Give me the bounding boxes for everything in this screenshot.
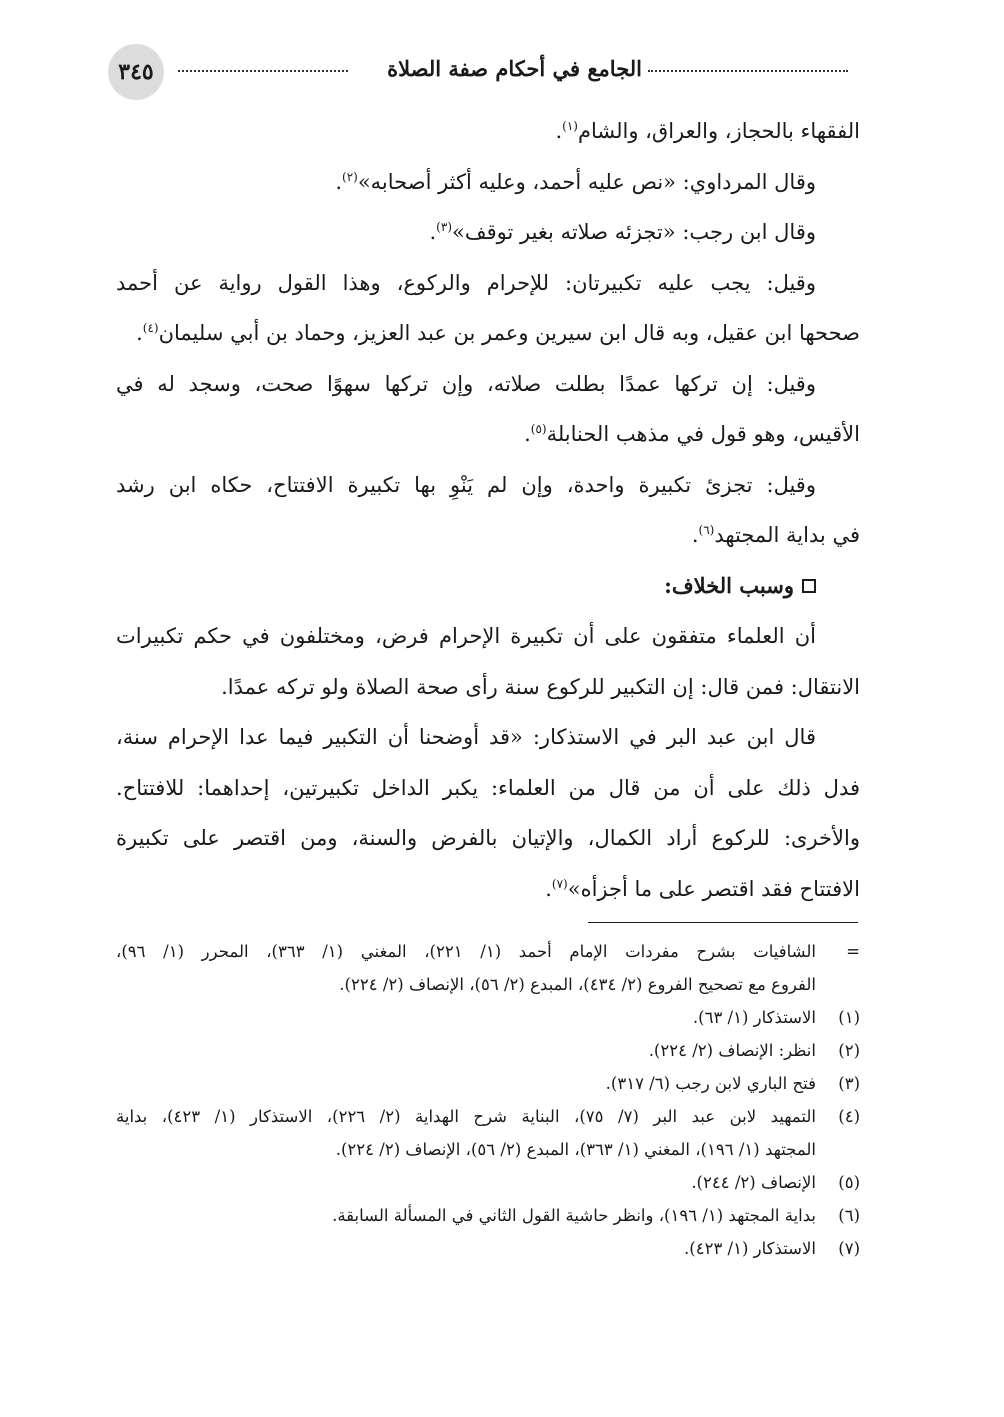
text-line: قال ابن عبد البر في الاستذكار: «قد أوضحنا أن التكبير فيما عدا الإحرام سنة، xyxy=(116,725,816,749)
text-line: الانتقال: فمن قال: إن التكبير للركوع سنة رأى صحة الصلاة ولو تركه عمدًا. xyxy=(221,674,860,699)
text-line: وقال المرداوي: «نص عليه أحمد، وعليه أكثر أصحابه»$^{(٢)}$. xyxy=(335,169,816,194)
text-line: وقيل: يجب عليه تكبيرتان: للإحرام والركوع، وهذا القول رواية عن أحمد xyxy=(116,270,816,295)
footnote-line: الاستذكار (١/ ٦٣). xyxy=(692,1008,816,1027)
text-line: أن العلماء متفقون على أن تكبيرة الإحرام فرض، ومختلفون في حكم تكبيرات xyxy=(116,624,816,648)
footnote-number: (٥) xyxy=(838,1173,860,1192)
text-line: وقيل: تجزئ تكبيرة واحدة، وإن لم يَنْوِ بها تكبيرة الافتتاح، حكاه ابن رشد xyxy=(116,472,816,497)
footnote-7 xyxy=(116,1232,860,1265)
running-title: الجامع في أحكام صفة الصلاة xyxy=(387,56,642,81)
section-heading: وسبب الخلاف: xyxy=(116,561,860,612)
footnote-1 xyxy=(116,1001,860,1034)
footnote-number: (٣) xyxy=(838,1074,860,1093)
footnote-number: = xyxy=(846,942,860,961)
footnotes xyxy=(116,935,860,1265)
footnote-line: فتح الباري لابن رجب (٦/ ٣١٧). xyxy=(605,1074,816,1093)
text-line: صححها ابن عقيل، وبه قال ابن سيرين وعمر بن عبد العزيز، وحماد بن أبي سليمان$^{(٤)}$. xyxy=(136,321,860,345)
text-line: فدل ذلك على أن من قال من العلماء: يكبر الداخل تكبيرتين، إحداهما: للافتتاح. xyxy=(116,775,860,800)
text-line: الفقهاء بالحجاز، والعراق، والشام$^{(١)}$. xyxy=(555,119,860,143)
text-line: الافتتاح فقد اقتصر على ما أجزأه»$^{(٧)}$. xyxy=(545,876,860,901)
footnote-number: (١) xyxy=(838,1008,860,1027)
footnote-6 xyxy=(116,1199,860,1232)
footnote-line: انظر: الإنصاف (٢/ ٢٢٤). xyxy=(648,1041,816,1060)
main-text xyxy=(116,106,860,914)
footnote-line: التمهيد لابن عبد البر (٧/ ٧٥)، البناية شرح الهداية (٢/ ٢٢٦)، الاستذكار (١/ ٤٢٣)، بداية xyxy=(116,1107,816,1126)
footnote-number: (٢) xyxy=(838,1041,860,1060)
footnote-line: الشافيات بشرح مفردات الإمام أحمد (١/ ٢٢١)، المغني (١/ ٣٦٣)، المحرر (١/ ٩٦)، xyxy=(116,942,816,961)
footnote-number: (٦) xyxy=(838,1206,860,1225)
footnote-line: المجتهد (١/ ١٩٦)، المغني (١/ ٣٦٣)، المبدع (٢/ ٥٦)، الإنصاف (٢/ ٢٢٤). xyxy=(335,1140,816,1159)
footnote-line: الإنصاف (٢/ ٢٤٤). xyxy=(691,1173,816,1192)
text-line: والأخرى: للركوع أراد الكمال، والإتيان بالفرض والسنة، ومن اقتصر على تكبيرة xyxy=(116,826,860,850)
footnote-number: (٧) xyxy=(838,1239,860,1258)
footnote-5 xyxy=(116,1166,860,1199)
footnote-continued xyxy=(116,935,860,1001)
text-line: وقيل: إن تركها عمدًا بطلت صلاته، وإن تركها سهوًا صحت، وسجد له في xyxy=(116,371,816,396)
text-line: الأقيس، وهو قول في مذهب الحنابلة$^{(٥)}$. xyxy=(524,422,860,446)
footnote-number: (٤) xyxy=(838,1107,860,1126)
footnote-line: الفروع مع تصحيح الفروع (٢/ ٤٣٤)، المبدع (٢/ ٥٦)، الإنصاف (٢/ ٢٢٤). xyxy=(339,975,816,994)
footnote-line: بداية المجتهد (١/ ١٩٦)، وانظر حاشية القول الثاني في المسألة السابقة. xyxy=(332,1206,816,1225)
footnote-divider xyxy=(588,922,858,923)
footnote-line: الاستذكار (١/ ٤٢٣). xyxy=(684,1239,816,1258)
checkbox-square-icon xyxy=(802,579,816,593)
header-leader-right xyxy=(648,70,848,72)
footnote-2 xyxy=(116,1034,860,1067)
footnote-4 xyxy=(116,1100,860,1166)
page-header xyxy=(108,44,848,102)
footnote-3 xyxy=(116,1067,860,1100)
header-leader-left xyxy=(178,70,348,72)
text-line: في بداية المجتهد$^{(٦)}$. xyxy=(691,523,860,547)
text-line: وقال ابن رجب: «تجزئه صلاته بغير توقف»$^{(٣)}$. xyxy=(429,220,816,244)
page-number: ٣٤٥ xyxy=(108,44,164,100)
